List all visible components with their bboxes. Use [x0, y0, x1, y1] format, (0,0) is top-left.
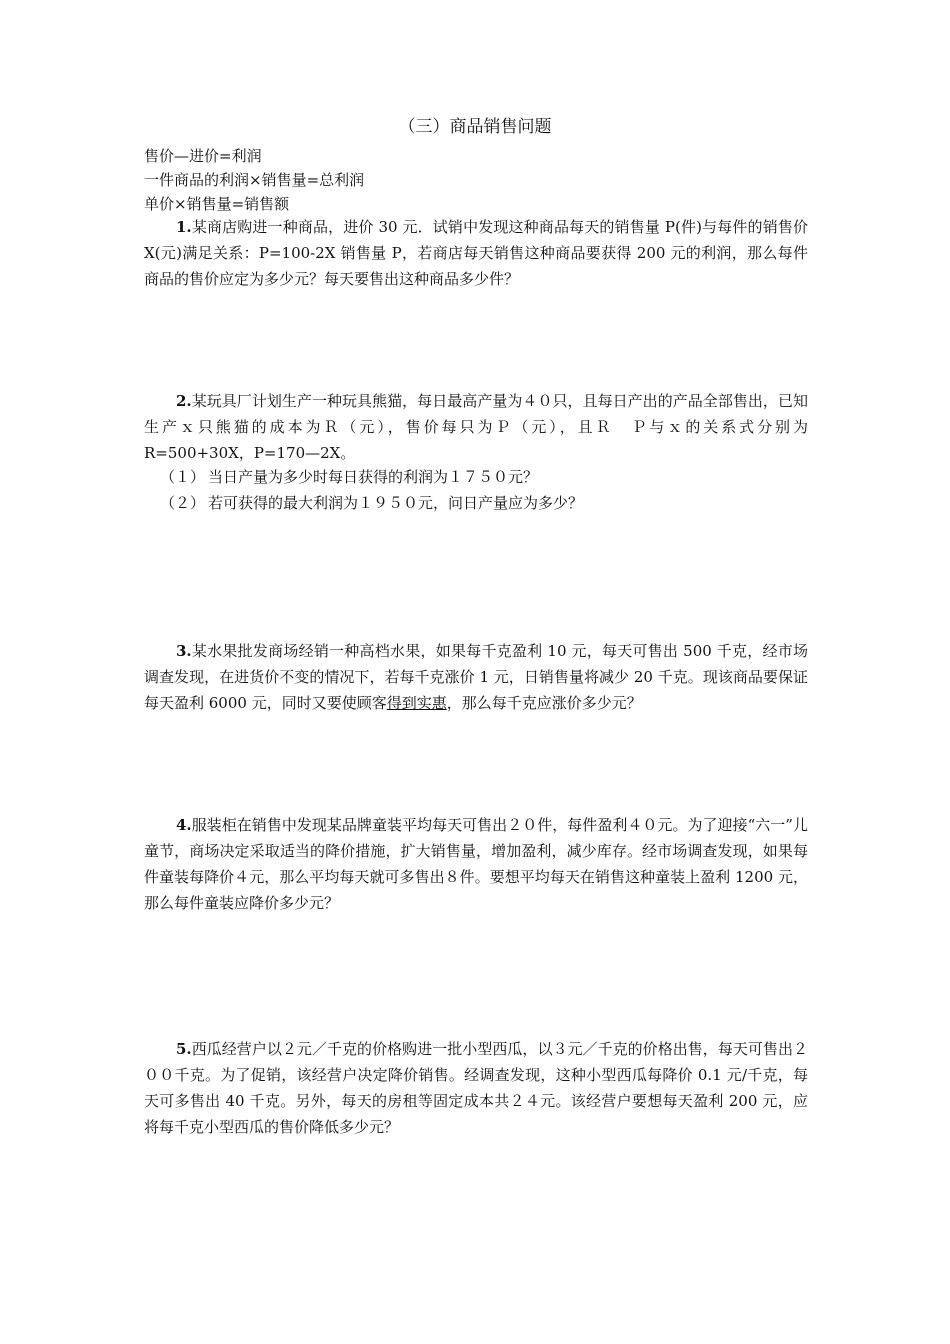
problem-2	[144, 388, 808, 466]
problem-4	[144, 812, 808, 916]
underlined-phrase: 得到实惠	[386, 694, 447, 712]
problem-number: 3.	[176, 642, 192, 660]
sub-text: 当日产量为多少时每日获得的利润为１７５０元？	[208, 468, 539, 486]
problem-number: 5.	[176, 1040, 192, 1058]
problem-text: 服装柜在销售中发现某品牌童装平均每天可售出２０件，每件盈利４０元。为了迎接“六一”儿童节，商场决定采取适当的降价措施，扩大销售量，增加盈利，减少库存。经市场调查发现，如果每件童装每降价４元，那么平均每天就可多售出８件。要想平均每天在销售这种童装上盈利 1200 元，那么每件童装应降价多少元？	[144, 816, 808, 912]
formula-sales-amount: 单价×销售量=销售额	[144, 195, 290, 213]
page-title: （三）商品销售问题	[398, 117, 552, 137]
problem-2-sub-1	[160, 464, 538, 490]
problem-text: 某商店购进一种商品，进价 30 元．试销中发现这种商品每天的销售量 P(件)与每件的销售价 X(元)满足关系：P=100-2X 销售量 P，若商店每天销售这种商品要获得 200 元的利润，那么每件商品的售价应定为多少元？每天要售出这种商品多少件？	[144, 218, 808, 288]
problem-number: 4.	[176, 816, 192, 834]
problem-1	[144, 214, 808, 292]
problem-2-sub-2	[160, 490, 583, 516]
problem-text: 某水果批发商场经销一种高档水果，如果每千克盈利 10 元，每天可售出 500 千克，经市场调查发现，在进货价不变的情况下，若每千克涨价 1 元，日销售量将减少 20 千克。现该商品要保证每天盈利 6000 元，同时又要使顾客	[144, 642, 808, 712]
sub-text: 若可获得的最大利润为１９５０元，问日产量应为多少？	[208, 494, 584, 512]
problem-number: 2.	[176, 392, 192, 410]
problem-number: 1.	[176, 218, 192, 236]
problem-5	[144, 1036, 808, 1140]
problem-text: 某玩具厂计划生产一种玩具熊猫，每日最高产量为４０只，且每日产出的产品全部售出，已知生产ｘ只熊猫的成本为Ｒ（元），售价每只为Ｐ（元），且Ｒ Ｐ与ｘ的关系式分别为 R=500+30X，P=170—2X。	[144, 392, 808, 462]
sub-index: （１）	[160, 468, 206, 486]
formula-total-profit: 一件商品的利润×销售量=总利润	[144, 171, 365, 189]
problem-text-end: ，那么每千克应涨价多少元？	[446, 694, 642, 712]
problem-3	[144, 638, 808, 716]
formula-profit: 售价—进价=利润	[144, 147, 262, 165]
sub-index: （２）	[160, 494, 206, 512]
formula-list	[144, 144, 364, 216]
problem-text: 西瓜经营户以２元／千克的价格购进一批小型西瓜，以３元／千克的价格出售，每天可售出２００千克。为了促销，该经营户决定降价销售。经调查发现，这种小型西瓜每降价 0.1 元/千克，每天可多售出 40 千克。另外，每天的房租等固定成本共２４元。该经营户要想每天盈利 200 元，应将每千克小型西瓜的售价降低多少元？	[144, 1040, 808, 1136]
